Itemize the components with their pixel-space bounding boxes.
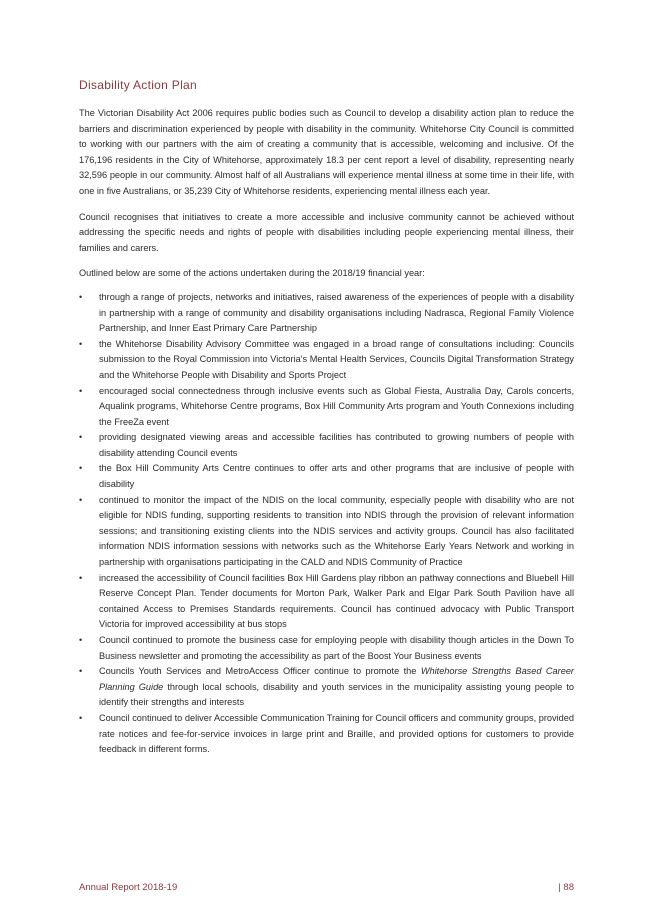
list-item: • Council continued to promote the business case for employing people with disability though articles in the Down To Business newsletter and promoting the accessibility as part of the Boost Your Business events <box>79 633 574 664</box>
list-item: • providing designated viewing areas and accessible facilities has contributed to growing numbers of people with disability attending Council events <box>79 430 574 461</box>
list-item: • Council continued to deliver Accessible Communication Training for Council officers and community groups, provided rate notices and fee-for-service invoices in large print and Braille, and provided options for customers to provide feedback in different forms. <box>79 711 574 758</box>
actions-list <box>79 290 574 758</box>
list-item: • increased the accessibility of Council facilities Box Hill Gardens play ribbon an pathway connections and Bluebell Hill Reserve Concept Plan. Tender documents for Morton Park, Walker Park and Elgar Park South Pavilion have all contained Access to Premises Standards requirements. Council has continued advocacy with Public Transport Victoria for improved accessibility at bus stops <box>79 571 574 633</box>
list-item-text: Councils Youth Services and MetroAccess Officer continue to promote the <box>99 666 421 677</box>
list-item-text: through local schools, disability and youth services in the municipality assisting young people to identify their strengths and interests <box>99 681 574 708</box>
list-item: • the Box Hill Community Arts Centre continues to offer arts and other programs that are inclusive of people with disability <box>79 461 574 492</box>
list-item: • through a range of projects, networks and initiatives, raised awareness of the experiences of people with a disability in partnership with a range of community and disability organisations including Nadrasca, Regional Family Violence Partnership, and Inner East Primary Care Partnership <box>79 290 574 337</box>
footer-report-title: Annual Report 2018-19 <box>79 882 178 893</box>
list-item: • encouraged social connectedness through inclusive events such as Global Fiesta, Australia Day, Carols concerts, Aqualink programs, Whitehorse Centre programs, Box Hill Community Arts program and Youth Connexions including the FreeZa event <box>79 384 574 431</box>
guide-title: Whitehorse Strengths Based Career Planning Guide <box>99 666 574 692</box>
section-heading: Disability Action Plan <box>79 78 197 92</box>
list-item: • the Whitehorse Disability Advisory Committee was engaged in a broad range of consultations including: Councils submission to the Royal Commission into Victoria's Mental Health Services, Councils Digital Transformation Strategy and the Whitehorse People with Disability and Sports Project <box>79 337 574 384</box>
list-item: • continued to monitor the impact of the NDIS on the local community, especially people with disability who are not eligible for NDIS funding, supporting residents to transition into NDIS through the provision of relevant information sessions; and transitioning existing clients into the NDIS services and activity groups. Council has also facilitated information NDIS information sessions with networks such as the Whitehorse Early Years Network and working in partnership with organisations participating in the CALD and NDIS Community of Practice <box>79 493 574 571</box>
recognition-paragraph: Council recognises that initiatives to create a more accessible and inclusive community cannot be achieved without addressing the specific needs and rights of people with disabilities including people experiencing mental illness, their families and carers. <box>79 211 574 253</box>
intro-paragraph: The Victorian Disability Act 2006 requires public bodies such as Council to develop a disability action plan to reduce the barriers and discrimination experienced by people with disability in the community. Whitehorse City Council is committed to working with our partners with the aim of creating a community that is accessible, welcoming and inclusive. Of the 176,196 residents in the City of Whitehorse, approximately 18.3 per cent report a level of disability, representing nearly 32,596 people in our community. Almost half of all Australians will experience mental illness at some time in their life, with one in five Australians, or 35,239 City of Whitehorse residents, experiencing mental illness each year. <box>79 108 574 196</box>
list-item <box>79 664 574 711</box>
page-content <box>79 78 574 758</box>
outline-paragraph: Outlined below are some of the actions undertaken during the 2018/19 financial year: <box>79 268 425 279</box>
footer-page-number: | 88 <box>558 882 574 893</box>
